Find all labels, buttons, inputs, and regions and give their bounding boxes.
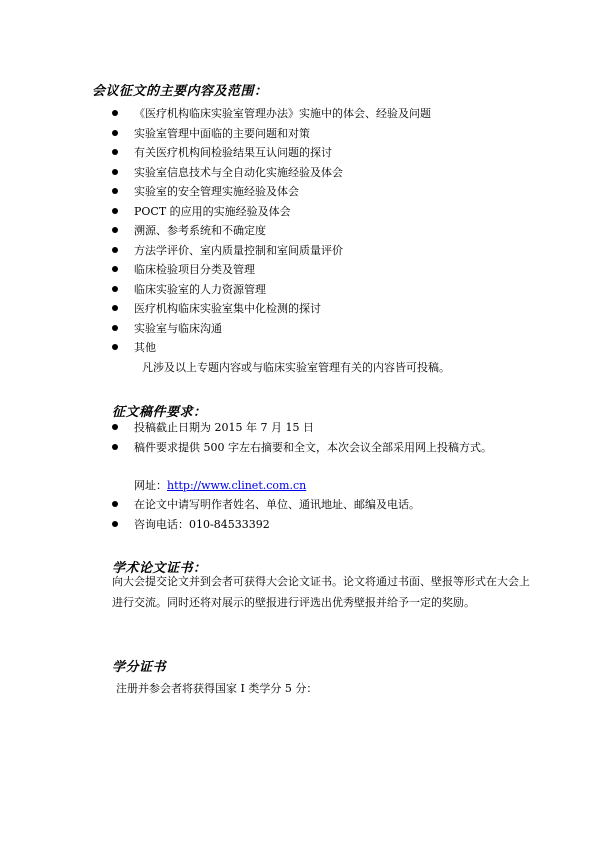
credit-heading: 学分证书 — [112, 660, 167, 675]
list-item-text: 临床实验室的人力资源管理 — [134, 282, 266, 296]
bullet-icon — [112, 444, 118, 450]
website-line — [134, 479, 306, 493]
bullet-icon — [112, 286, 118, 292]
list-item-text: POCT 的应用的实施经验及体会 — [134, 204, 291, 218]
certificate-body: 向大会提交论文并到会者可获得大会论文证书。论文将通过书面、壁报等形式在大会上进行交流。同时还将对展示的壁报进行评选出优秀壁报并给予一定的奖励。 — [112, 575, 530, 609]
website-link[interactable]: http://www.clinet.com.cn — [167, 479, 307, 492]
list-item-text: 医疗机构临床实验室集中化检测的探讨 — [134, 302, 321, 315]
list-item-text: 实验室的安全管理实施经验及体会 — [134, 185, 299, 198]
list-item-text: 实验室管理中面临的主要问题和对策 — [134, 126, 310, 140]
list-item-text: 其他 — [134, 341, 156, 354]
credit-body: 注册并参会者将获得国家 I 类学分 5 分： — [116, 682, 318, 695]
bullet-icon — [112, 501, 118, 507]
list-item-text: 实验室与临床沟通 — [134, 321, 222, 335]
bullet-icon — [112, 130, 118, 136]
list-item-text: 临床检验项目分类及管理 — [134, 263, 255, 276]
website-label: 网址： — [134, 479, 167, 492]
phone-text: 咨询电话：010-84533392 — [134, 517, 270, 531]
bullet-icon — [112, 110, 118, 116]
format-text: 稿件要求提供 500 字左右摘要和全文，本次会议全部采用网上投稿方式。 — [134, 440, 492, 454]
certificate-heading: 学术论文证书： — [112, 561, 207, 576]
bullet-icon — [112, 266, 118, 272]
bullet-icon — [112, 325, 118, 331]
bullet-icon — [112, 247, 118, 253]
list-item-text: 溯源、参考系统和不确定度 — [134, 224, 266, 237]
bullet-icon — [112, 208, 118, 214]
list-item-text: 有关医疗机构间检验结果互认问题的探讨 — [134, 146, 332, 159]
bullet-icon — [112, 344, 118, 350]
list-item-text: 方法学评价、室内质量控制和室间质量评价 — [134, 243, 343, 257]
scope-note: 凡涉及以上专题内容或与临床实验室管理有关的内容皆可投稿。 — [142, 361, 450, 374]
bullet-icon — [112, 149, 118, 155]
bullet-icon — [112, 227, 118, 233]
bullet-icon — [112, 521, 118, 527]
requirements-heading: 征文稿件要求： — [112, 405, 207, 420]
bullet-icon — [112, 188, 118, 194]
list-item-text: 《医疗机构临床实验室管理办法》实施中的体会、经验及问题 — [134, 107, 431, 120]
deadline-text: 投稿截止日期为 2015 年 7 月 15 日 — [134, 421, 314, 434]
bullet-icon — [112, 305, 118, 311]
list-item-text: 实验室信息技术与全自动化实施经验及体会 — [134, 165, 343, 179]
author-info-text: 在论文中请写明作者姓名、单位、通讯地址、邮编及电话。 — [134, 498, 420, 511]
bullet-icon — [112, 424, 118, 430]
scope-heading: 会议征文的主要内容及范围： — [92, 84, 268, 99]
bullet-icon — [112, 169, 118, 175]
